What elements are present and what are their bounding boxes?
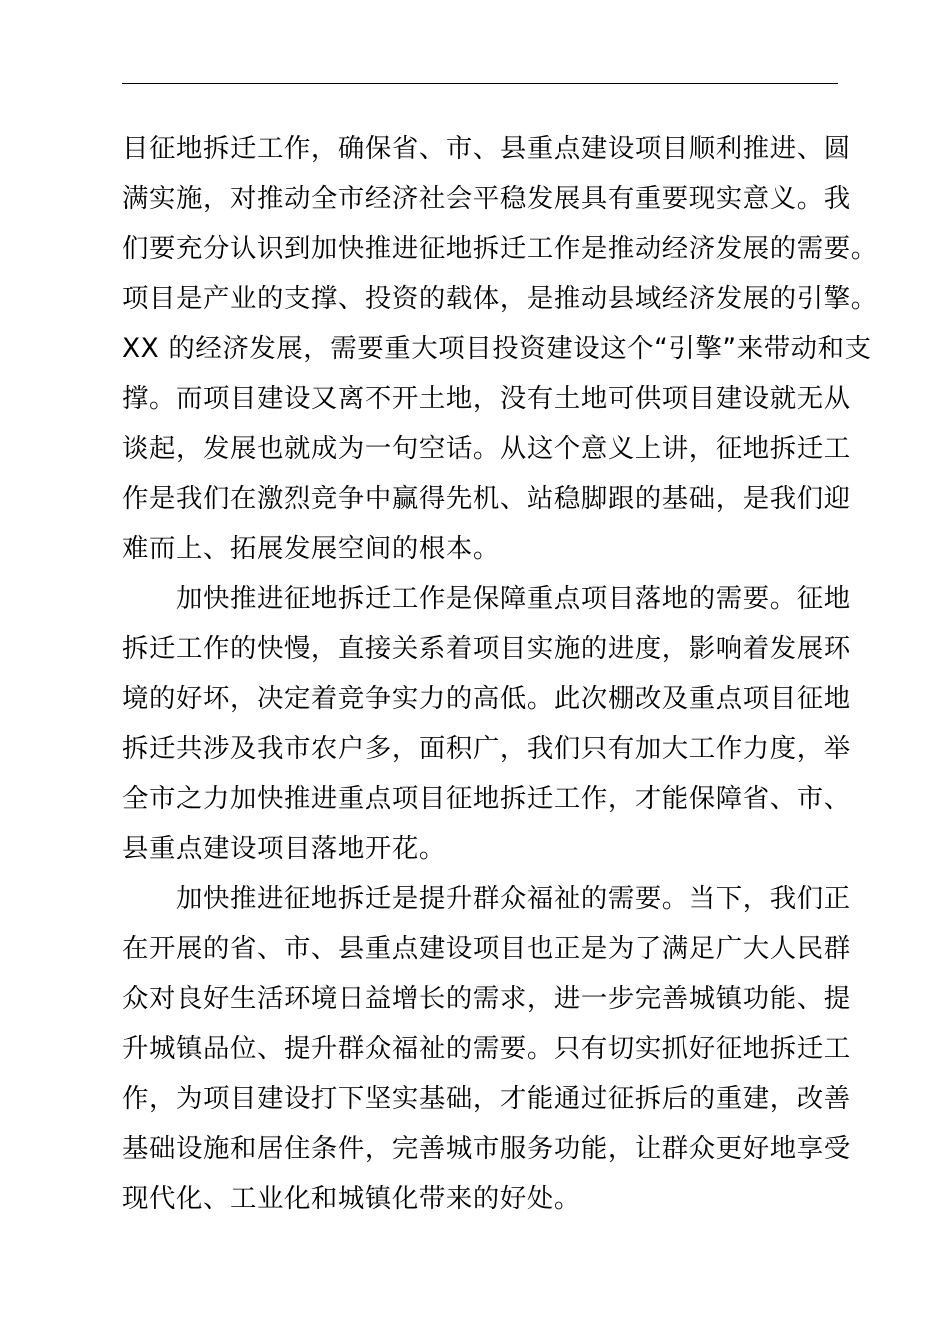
paragraph-start-line: 加快推进征地拆迁工作是保障重点项目落地的需要。征地 <box>122 583 851 614</box>
text-line: 现代化、工业化和城镇化带来的好处。 <box>122 1183 581 1214</box>
text-line: XX 的经济发展，需要重大项目投资建设这个“引擎”来带动和支 <box>122 333 872 364</box>
text-line: 在开展的省、市、县重点建设项目也正是为了满足广大人民群 <box>122 933 851 964</box>
text-line: 升城镇品位、提升群众福祉的需要。只有切实抓好征地拆迁工 <box>122 1033 851 1064</box>
text-line: 作是我们在激烈竞争中赢得先机、站稳脚跟的基础，是我们迎 <box>122 483 851 514</box>
text-line: 项目是产业的支撑、投资的载体，是推动县域经济发展的引擎。 <box>122 283 878 314</box>
text-line: 基础设施和居住条件，完善城市服务功能，让群众更好地享受 <box>122 1133 851 1164</box>
text-line: 拆迁共涉及我市农户多，面积广，我们只有加大工作力度，举 <box>122 733 851 764</box>
text-line: 们要充分认识到加快推进征地拆迁工作是推动经济发展的需要。 <box>122 233 878 264</box>
text-line: 境的好坏，决定着竞争实力的高低。此次棚改及重点项目征地 <box>122 683 851 714</box>
header-rule <box>122 83 838 84</box>
text-line: 全市之力加快推进重点项目征地拆迁工作，才能保障省、市、 <box>122 783 851 814</box>
text-line: 作，为项目建设打下坚实基础，才能通过征拆后的重建，改善 <box>122 1083 851 1114</box>
text-line: 谈起，发展也就成为一句空话。从这个意义上讲，征地拆迁工 <box>122 433 851 464</box>
document-body <box>122 124 878 1224</box>
text-line: 难而上、拓展发展空间的根本。 <box>122 533 500 564</box>
text-line: 满实施，对推动全市经济社会平稳发展具有重要现实意义。我 <box>122 183 851 214</box>
text-line: 拆迁工作的快慢，直接关系着项目实施的进度，影响着发展环 <box>122 633 851 664</box>
paragraph-start-line: 加快推进征地拆迁是提升群众福祉的需要。当下，我们正 <box>122 883 851 914</box>
text-line: 众对良好生活环境日益增长的需求，进一步完善城镇功能、提 <box>122 983 851 1014</box>
text-line: 撑。而项目建设又离不开土地，没有土地可供项目建设就无从 <box>122 383 851 414</box>
text-line: 县重点建设项目落地开花。 <box>122 833 446 864</box>
text-line: 目征地拆迁工作，确保省、市、县重点建设项目顺利推进、圆 <box>122 133 851 164</box>
